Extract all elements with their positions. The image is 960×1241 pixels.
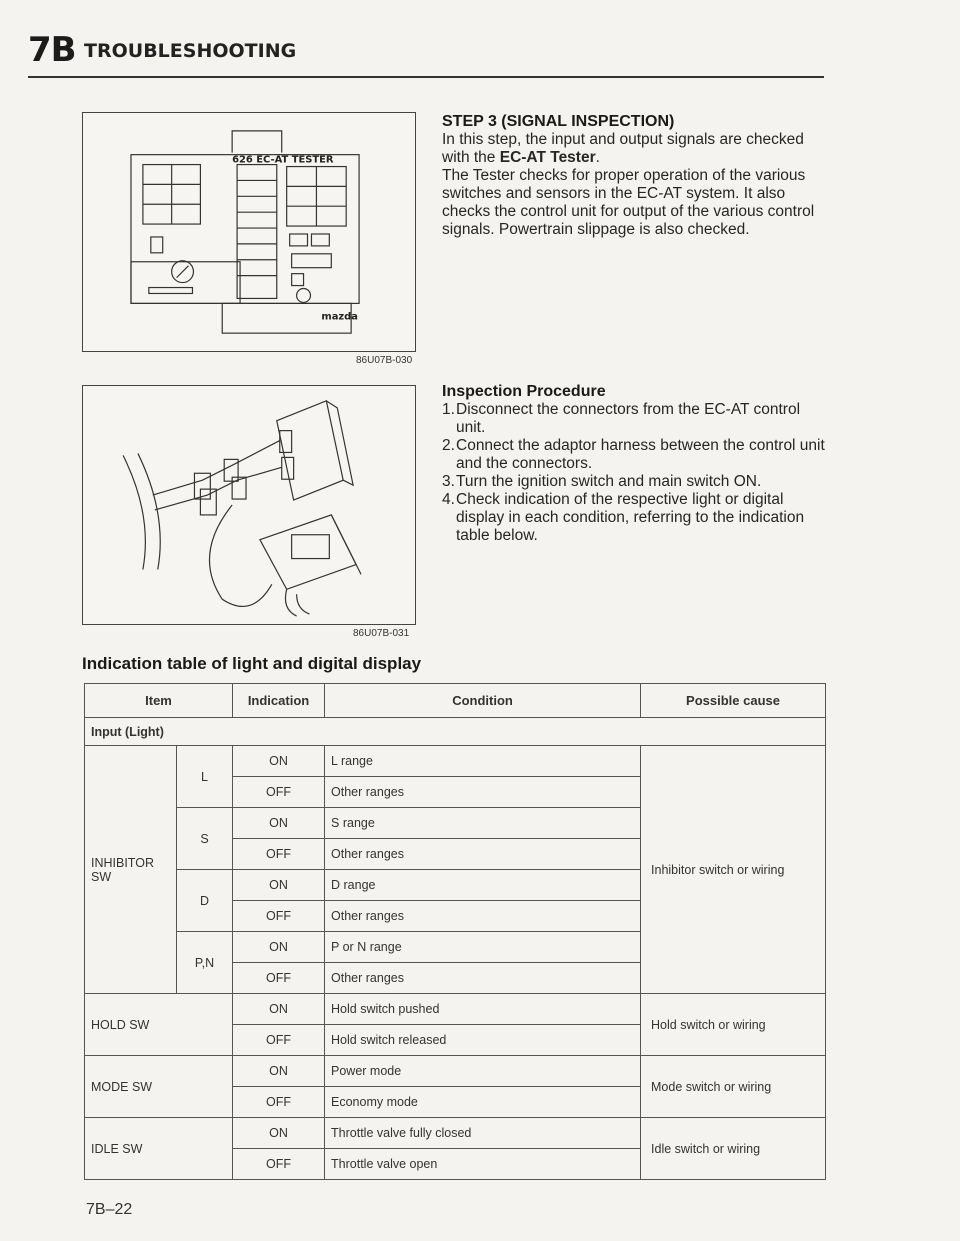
indication-cell: OFF: [233, 1087, 325, 1118]
indication-table: [84, 683, 826, 1180]
indication-cell: ON: [233, 1056, 325, 1087]
indication-cell: ON: [233, 1118, 325, 1149]
indication-cell: OFF: [233, 777, 325, 808]
condition-cell: L range: [325, 746, 641, 777]
range-pn: P,N: [177, 932, 233, 994]
step-number: 1.: [442, 401, 455, 418]
step-text: Connect the adaptor harness between the control unit and the connectors.: [456, 437, 825, 472]
cause-inhibitor: Inhibitor switch or wiring: [641, 746, 826, 994]
condition-cell: P or N range: [325, 932, 641, 963]
item-hold-sw: HOLD SW: [85, 994, 233, 1056]
step3-body: The Tester checks for proper operation of the various switches and sensors in the EC-AT system. It also checks the control unit for output of the various control signals. Powertrain slippage is also checked.: [442, 167, 815, 238]
step-text: Turn the ignition switch and main switch ON.: [456, 473, 762, 490]
header-item: Item: [85, 684, 233, 718]
indication-cell: OFF: [233, 839, 325, 870]
item-inhibitor: INHIBITOR SW: [85, 746, 177, 994]
range-l: L: [177, 746, 233, 808]
header-condition: Condition: [325, 684, 641, 718]
indication-cell: OFF: [233, 1149, 325, 1180]
tester-drawing: [83, 113, 415, 351]
page-header: [28, 30, 828, 70]
step-number: 2.: [442, 437, 455, 454]
step-text: Disconnect the connectors from the EC-AT control unit.: [456, 401, 801, 436]
cause-idle-sw: Idle switch or wiring: [641, 1118, 826, 1180]
indication-cell: OFF: [233, 901, 325, 932]
table-row: [85, 1118, 826, 1149]
section-number: 7B: [28, 30, 76, 70]
tester-name: EC-AT Tester: [499, 149, 596, 166]
procedure-section: [442, 383, 830, 545]
procedure-list: [442, 401, 830, 545]
condition-cell: Throttle valve fully closed: [325, 1118, 641, 1149]
tester-illustration: [82, 112, 416, 352]
section-title: TROUBLESHOOTING: [84, 40, 297, 62]
indication-cell: ON: [233, 746, 325, 777]
procedure-step: [442, 401, 830, 437]
indication-cell: ON: [233, 870, 325, 901]
condition-cell: Hold switch pushed: [325, 994, 641, 1025]
step3-intro-text: In this step, the input and output signals are checked with the: [442, 131, 804, 166]
table-row: [85, 1056, 826, 1087]
table-title: Indication table of light and digital display: [82, 654, 422, 673]
procedure-step: [442, 491, 830, 545]
step3-intro: [442, 131, 830, 167]
range-d: D: [177, 870, 233, 932]
header-cause: Possible cause: [641, 684, 826, 718]
condition-cell: D range: [325, 870, 641, 901]
step-number: 4.: [442, 491, 455, 508]
range-s: S: [177, 808, 233, 870]
procedure-step: [442, 437, 830, 473]
table-subheader-row: [85, 718, 826, 746]
condition-cell: Hold switch released: [325, 1025, 641, 1056]
tester-label: 626 EC-AT TESTER: [232, 154, 334, 166]
harness-drawing: [83, 386, 415, 624]
figure2-caption: 86U07B-031: [353, 628, 410, 639]
condition-cell: Economy mode: [325, 1087, 641, 1118]
brand-label: mazda: [321, 311, 358, 323]
item-mode-sw: MODE SW: [85, 1056, 233, 1118]
item-idle-sw: IDLE SW: [85, 1118, 233, 1180]
subheader-input-light: Input (Light): [85, 718, 826, 746]
cause-hold-sw: Hold switch or wiring: [641, 994, 826, 1056]
condition-cell: S range: [325, 808, 641, 839]
procedure-heading: Inspection Procedure: [442, 383, 606, 400]
indication-cell: ON: [233, 932, 325, 963]
table-header-row: [85, 684, 826, 718]
indication-cell: OFF: [233, 1025, 325, 1056]
step3-intro-end: .: [595, 149, 600, 166]
indication-cell: ON: [233, 994, 325, 1025]
step3-section: [442, 113, 830, 239]
step-number: 3.: [442, 473, 455, 490]
header-rule: [28, 76, 824, 78]
condition-cell: Throttle valve open: [325, 1149, 641, 1180]
harness-illustration: [82, 385, 416, 625]
header-indication: Indication: [233, 684, 325, 718]
table-row: [85, 746, 826, 777]
table-row: [85, 994, 826, 1025]
condition-cell: Other ranges: [325, 777, 641, 808]
condition-cell: Power mode: [325, 1056, 641, 1087]
procedure-step: [442, 473, 830, 491]
condition-cell: Other ranges: [325, 839, 641, 870]
step3-heading: STEP 3 (SIGNAL INSPECTION): [442, 113, 675, 130]
indication-cell: OFF: [233, 963, 325, 994]
condition-cell: Other ranges: [325, 901, 641, 932]
step-text: Check indication of the respective light or digital display in each condition, referring to the indication table below.: [456, 491, 805, 544]
cause-mode-sw: Mode switch or wiring: [641, 1056, 826, 1118]
condition-cell: Other ranges: [325, 963, 641, 994]
page-number: 7B–22: [86, 1201, 133, 1218]
indication-cell: ON: [233, 808, 325, 839]
figure1-caption: 86U07B-030: [356, 355, 413, 366]
